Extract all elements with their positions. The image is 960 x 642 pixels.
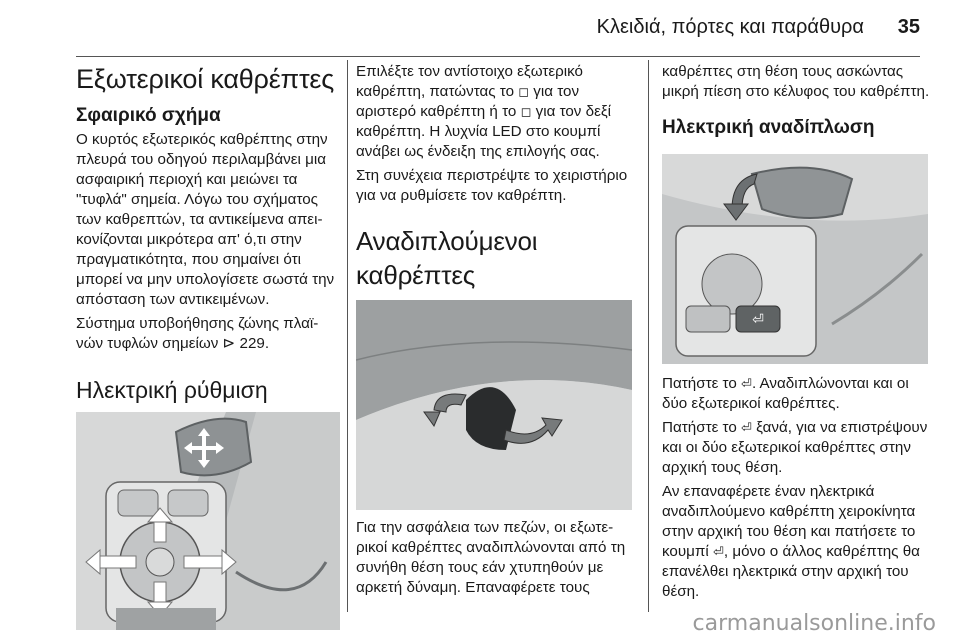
paragraph: Επιλέξτε τον αντίστοιχο εξωτερικό καθρέπτη, πατώντας το ◻ για τον αριστερό καθρέπτη ή το ◻ για τον δεξί καθρέπτη. Η λυχνία LED στο κουμπί ανάβει ως ένδειξη της επιλογής σας. [356,63,612,160]
header-rule [76,56,920,57]
paragraph: Σύστημα υποβοήθησης ζώνης πλαϊνών τυφλών σημείων ⊳ 229. [76,315,319,352]
paragraph: Πατήστε το ⏎. Αναδιπλώνονται και οι δύο εξωτερικοί καθρέπτες. [662,375,909,412]
paragraph: Για την ασφάλεια των πεζών, οι εξωτερικοί καθρέπτες αναδιπλώνονται από τη συνήθη θέση τους εάν χτυπηθούν με αρκετή δύναμη. Επαναφέρετε τους [356,519,626,596]
section-title-exterior-mirrors: Εξωτερικοί καθρέπτες [76,64,335,94]
right-mirror-icon: ◻ [520,104,532,119]
column-divider [347,60,348,612]
mirror-adjust-figure [76,412,340,630]
svg-text:⏎: ⏎ [752,312,764,328]
fold-mirror-icon: ⏎ [741,420,752,435]
subsection-title-electric-folding: Ηλεκτρική αναδίπλωση [662,117,875,138]
paragraph: καθρέπτες στη θέση τους ασκώντας μικρή πίεση στο κέλυφος του καθρέπτη. [662,63,930,100]
left-mirror-icon: ◻ [518,84,530,99]
subsection-title-convex-shape: Σφαιρικό σχήμα [76,105,221,126]
chapter-title: Κλειδιά, πόρτες και παράθυρα [596,16,864,38]
fold-button-figure [662,154,928,364]
fold-mirror-icon: ⏎ [713,544,724,559]
page-header [76,16,920,50]
paragraph: Στη συνέχεια περιστρέψτε το χειριστήριο για να ρυθμίσετε τον καθρέπτη. [356,167,628,204]
folding-mirror-figure [356,300,632,510]
subsection-title-electric-adjustment: Ηλεκτρική ρύθμιση [76,377,268,403]
page-number: 35 [897,16,920,38]
column-2 [356,62,634,602]
paragraph: Ο κυρτός εξωτερικός καθρέπτης στην πλευρά του οδηγού περιλαμβάνει μια ασφαιρική περιοχή και μειώνει τα "τυφλά" σημεία. Λόγω του σχήματος των καθρεπτών, τα αντικείμενα απεικονίζονται μικρότερα απ' ό,τι στην πραγματικότητα, που σημαίνει ότι μπορεί να μην υπολογίσετε σωστά την απόσταση των αντικειμένων. [76,131,335,308]
paragraph: Αν επαναφέρετε έναν ηλεκτρικά αναδιπλούμενο καθρέπτη χειροκίνητα στην αρχική του θέση και πατήσετε το κουμπί ⏎, μόνο ο άλλος καθρέπτης θα επανέλθει ηλεκτρικά στην αρχική του θέση. [662,483,920,600]
section-title-folding-mirrors: Αναδιπλούμενοι καθρέπτες [356,226,538,290]
column-divider [648,60,649,612]
watermark: carmanualsonline.info [692,611,936,636]
fold-mirror-icon: ⏎ [741,376,752,391]
column-3 [662,62,930,606]
paragraph: Πατήστε το ⏎ ξανά, για να επιστρέψουν και οι δύο εξωτερικοί καθρέπτες στην αρχική τους θέση. [662,419,928,476]
column-1 [76,62,338,630]
